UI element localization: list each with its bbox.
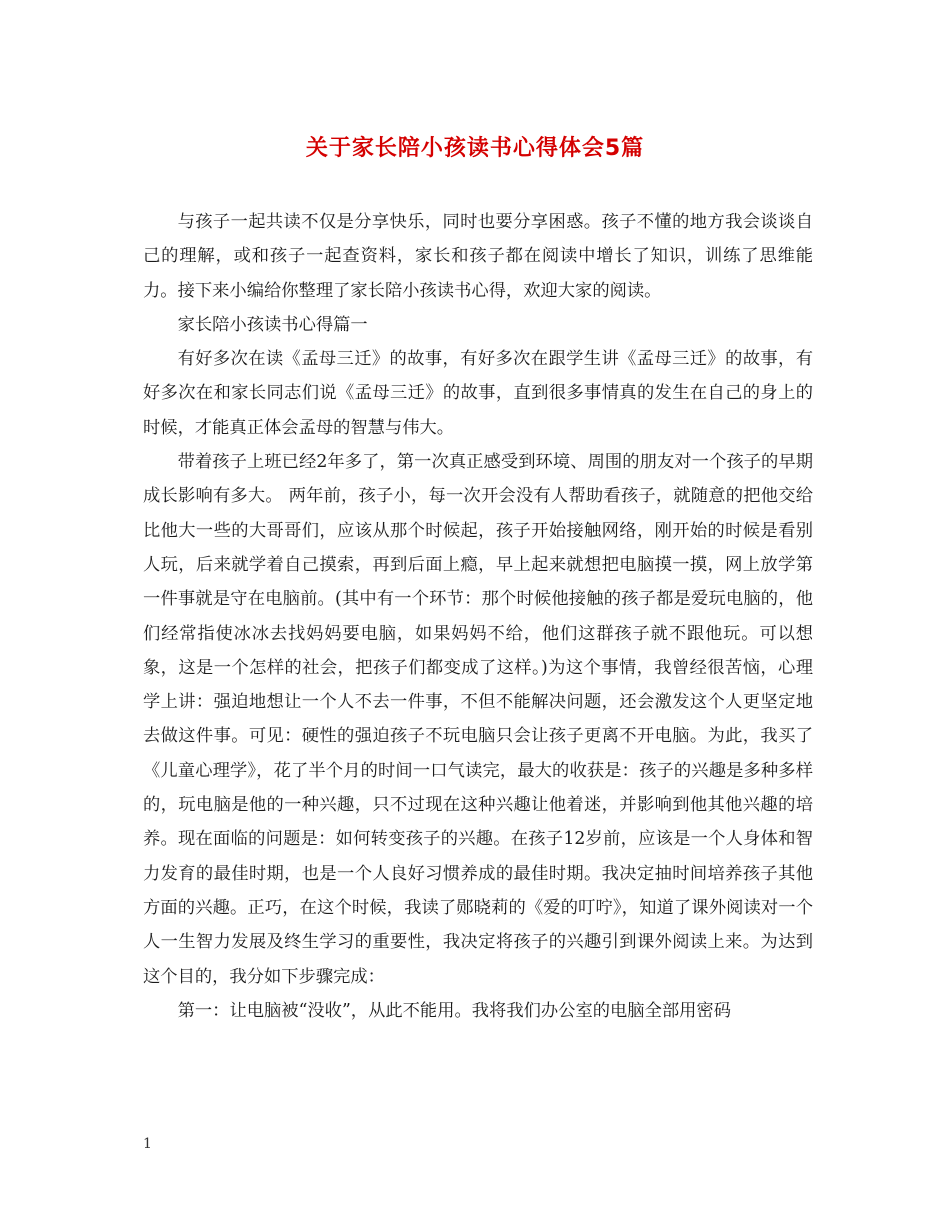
page-number: 1 (143, 1136, 152, 1152)
paragraph: 带着孩子上班已经2年多了，第一次真正感受到环境、周围的朋友对一个孩子的早期成长影响有多大。 两年前，孩子小，每一次开会没有人帮助看孩子，就随意的把他交给比他大一些的大哥哥们，应该从那个时候起，孩子开始接触网络，刚开始的时候是看别人玩，后来就学着自己摸索，再到后面上瘾，早上起来就想把电脑摸一摸，网上放学第一件事就是守在电脑前。(其中有一个环节：那个时候他接触的孩子都是爱玩电脑的，他们经常指使冰冰去找妈妈要电脑，如果妈妈不给，他们这群孩子就不跟他玩。可以想象，这是一个怎样的社会，把孩子们都变成了这样。)为这个事情，我曾经很苦恼，心理学上讲：强迫地想让一个人不去一件事，不但不能解决问题，还会激发这个人更坚定地去做这件事。可见：硬性的强迫孩子不玩电脑只会让孩子更离不开电脑。为此，我买了《儿童心理学》，花了半个月的时间一口气读完，最大的收获是：孩子的兴趣是多种多样的，玩电脑是他的一种兴趣，只不过现在这种兴趣让他着迷，并影响到他其他兴趣的培养。现在面临的问题是：如何转变孩子的兴趣。在孩子12岁前，应该是一个人身体和智力发育的最佳时期，也是一个人良好习惯养成的最佳时期。我决定抽时间培养孩子其他方面的兴趣。正巧，在这个时候，我读了郧晓莉的《爱的叮咛》，知道了课外阅读对一个人一生智力发展及终生学习的重要性，我决定将孩子的兴趣引到课外阅读上来。为达到这个目的，我分如下步骤完成： (143, 452, 813, 987)
paragraph: 第一：让电脑被“没收”，从此不能用。我将我们办公室的电脑全部用密码 (177, 1000, 731, 1021)
paragraph: 有好多次在读《孟母三迁》的故事，有好多次在跟学生讲《孟母三迁》的故事，有好多次在和家长同志们说《孟母三迁》的故事，直到很多事情真的发生在自己的身上的时候，才能真正体会孟母的智慧与伟大。 (143, 349, 813, 438)
section-heading: 家长陪小孩读书心得篇一 (177, 314, 368, 335)
paragraph-intro: 与孩子一起共读不仅是分享快乐，同时也要分享困惑。孩子不懂的地方我会谈谈自己的理解，或和孩子一起查资料，家长和孩子都在阅读中增长了知识，训练了思维能力。接下来小编给你整理了家长陪小孩读书心得，欢迎大家的阅读。 (143, 212, 813, 301)
document-title: 关于家长陪小孩读书心得体会5篇 (305, 136, 645, 161)
document-body (143, 205, 813, 1028)
